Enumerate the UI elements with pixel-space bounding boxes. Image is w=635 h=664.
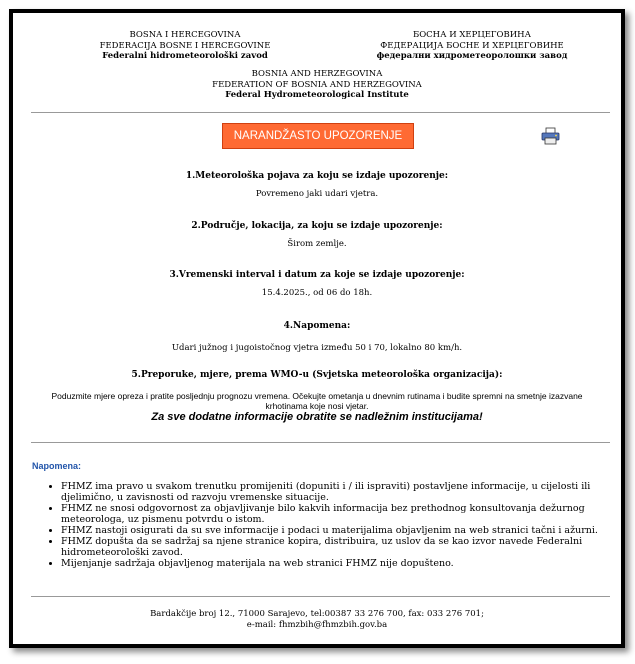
notes-item: • Mijenjanje sadržaja objavljenog materijala na web stranici FHMZ nije dopušteno. — [61, 558, 621, 569]
section-1-text: Povremeno jaki udari vjetra. — [255, 189, 379, 199]
document-frame — [9, 9, 625, 648]
footer-divider — [31, 596, 610, 597]
notes-item: • FHMZ ima pravo u svakom trenutku promijeniti (dopuniti i / ili ispraviti) postavljene informacije, u cijelosti ili djelimično, u zavisnosti od razvoju vremenske situacije. — [61, 481, 621, 503]
header-latin-line3: Federalni hidrometeorološki zavod — [102, 51, 268, 61]
header-cyrillic-line2: ФЕДЕРАЦИЈА БОСНЕ И ХЕРЦЕГОВИНЕ — [380, 40, 564, 51]
header-cyrillic-line3: федерални хидрометеоролошки завод — [376, 51, 568, 61]
middle-divider — [31, 442, 610, 443]
section-5-heading: 5.Preporuke, mjere, prema WMO-u (Svjetska meteorološka organizacija): — [131, 370, 503, 380]
notes-item: • FHMZ nastoji osigurati da su sve informacije i podaci u materijalima objavljenim na web stranici tačni i ažurni. — [61, 525, 621, 536]
notes-item: • FHMZ dopušta da se sadržaj sa njene stranice kopira, distribuira, uz uslov da se kao izvor navede Federalni hidrometeorološki zavod. — [61, 536, 621, 558]
section-2-text: Širom zemlje. — [287, 239, 347, 249]
section-2-heading: 2.Područje, lokacija, za koju se izdaje upozorenje: — [191, 221, 443, 231]
header-divider — [31, 112, 610, 113]
printer-icon[interactable] — [541, 127, 561, 145]
warning-title-badge: NARANDŽASTO UPOZORENJE — [222, 123, 414, 149]
header-latin — [75, 30, 295, 62]
section-3-text: 15.4.2025., od 06 do 18h. — [261, 288, 373, 298]
notes-label: Napomena: — [32, 461, 82, 471]
section-1-heading: 1.Meteorološka pojava za koju se izdaje upozorenje: — [185, 171, 449, 181]
section-3-heading: 3.Vremenski interval i datum za koje se izdaje upozorenje: — [169, 270, 465, 280]
footer-address: Bardakčije broj 12., 71000 Sarajevo, tel:00387 33 276 700, fax: 033 276 701; — [150, 609, 484, 619]
contact-notice: Za sve dodatne informacije obratite se nadležnim institucijama! — [151, 411, 483, 423]
section-5-text: Poduzmite mjere opreza i pratite posljednju prognozu vremena. Očekujte ometanja u dnevnim rutinama i budite spremni na smetnje izazvane krhotinama koje nosi vjetar. — [51, 391, 583, 411]
footer — [13, 609, 621, 630]
header-english-line1: BOSNIA AND HERZEGOVINA — [251, 69, 383, 79]
header-latin-line1: BOSNA I HERCEGOVINA — [129, 30, 241, 40]
header-english-line2: FEDERATION OF BOSNIA AND HERZEGOVINA — [212, 79, 422, 90]
section-4-heading: 4.Napomena: — [283, 321, 351, 331]
footer-email[interactable]: e-mail: fhmzbih@fhmzbih.gov.ba — [246, 619, 388, 630]
header-english-line3: Federal Hydrometeorological Institute — [225, 90, 409, 100]
section-4-text: Udari južnog i jugoistočnog vjetra između 50 i 70, lokalno 80 km/h. — [171, 343, 463, 353]
header-cyrillic — [361, 30, 583, 62]
header-cyrillic-line1: БОСНА И ХЕРЦЕГОВИНА — [412, 30, 532, 40]
header-english — [167, 69, 467, 101]
header-latin-line2: FEDERACIJA BOSNE I HERCEGOVINE — [99, 40, 271, 51]
notes-item: • FHMZ ne snosi odgovornost za objavljivanje bilo kakvih informacija bez prethodnog konsultovanja dežurnog meteorologa, uz pismenu potvrdu o istom. — [61, 503, 621, 525]
notes-list — [29, 481, 621, 569]
